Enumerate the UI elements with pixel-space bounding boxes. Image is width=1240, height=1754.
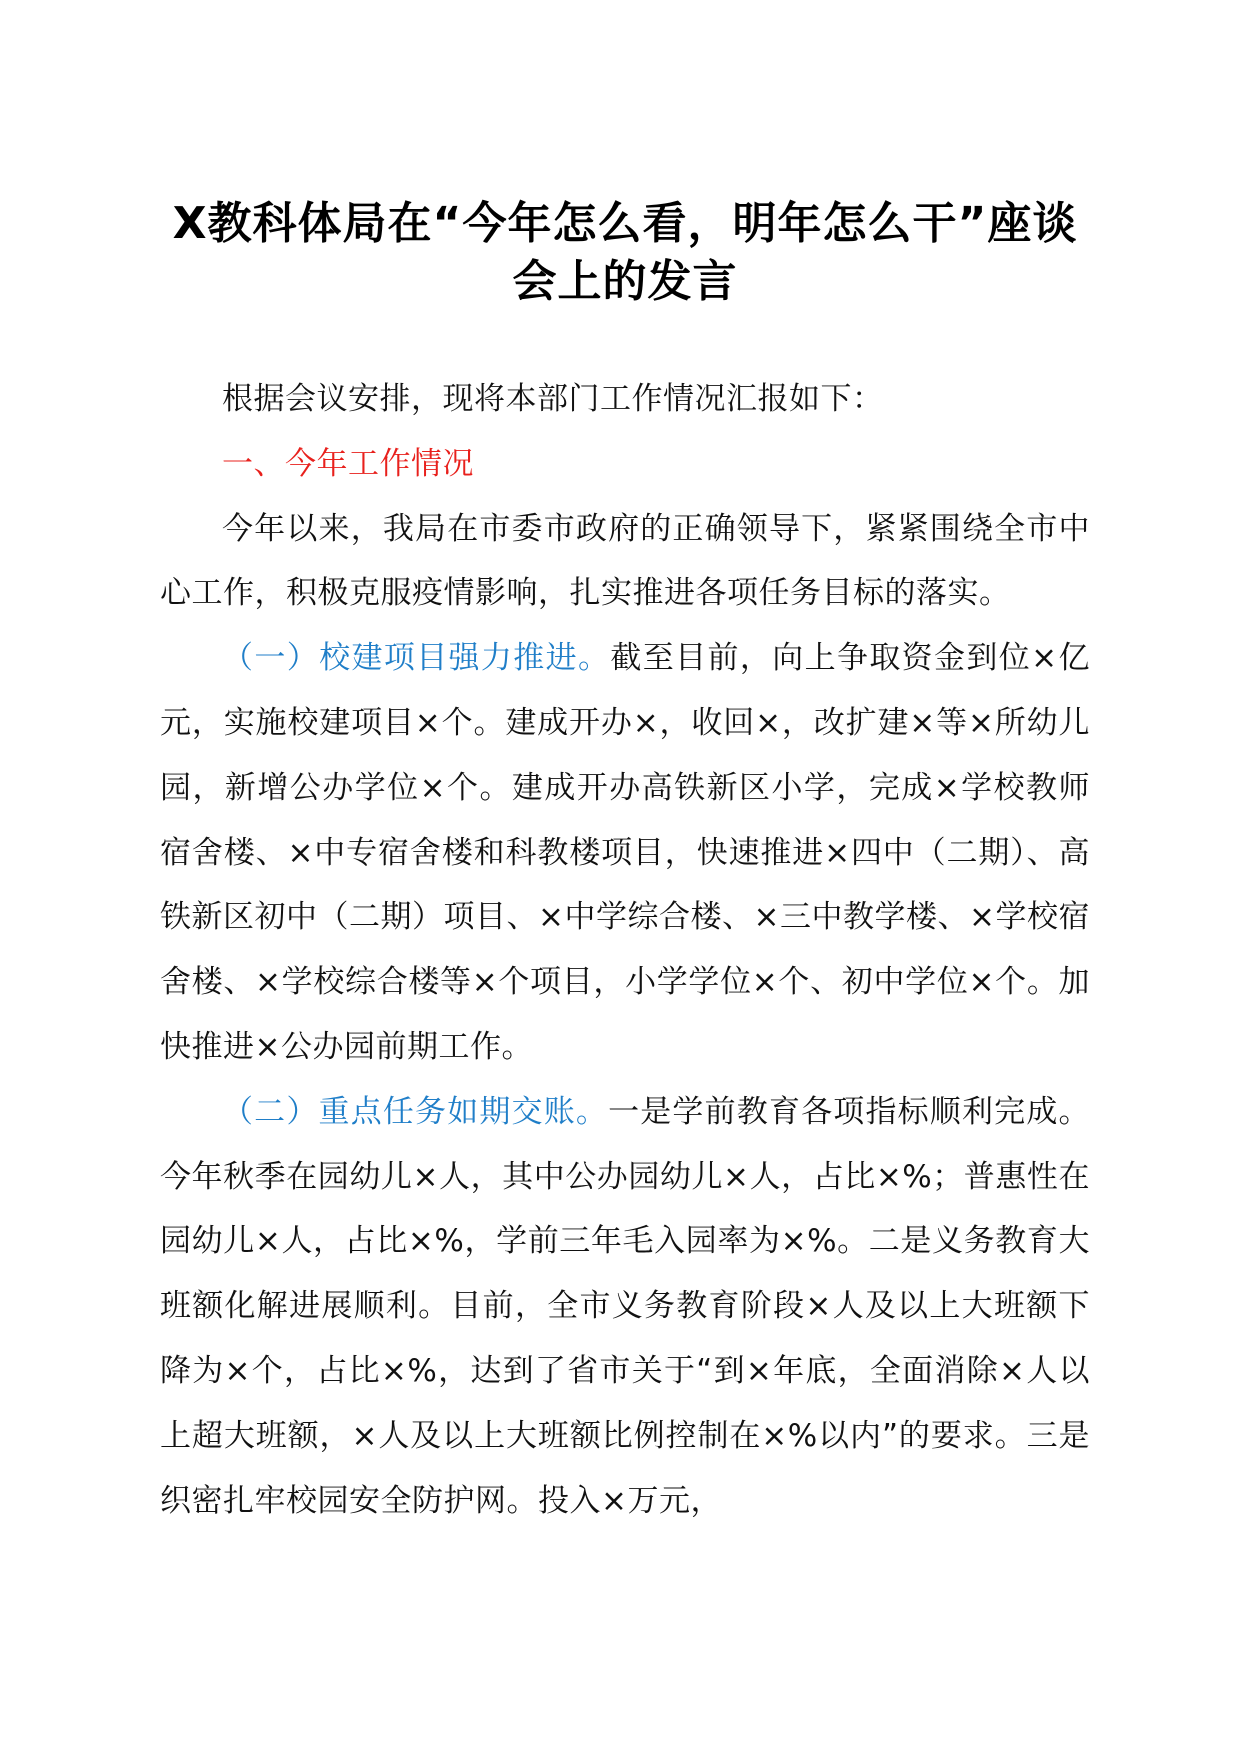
- document-page: [160, 195, 1090, 1533]
- item-heading-2: （二）重点任务如期交账。: [222, 1093, 609, 1130]
- item-heading-1: （一）校建项目强力推进。: [222, 640, 611, 677]
- section-heading: 一、今年工作情况: [222, 445, 474, 482]
- document-body: [160, 367, 1090, 1533]
- document-title: X教科体局在“今年怎么看，明年怎么干”座谈会上的发言: [172, 198, 1078, 307]
- section-paragraph: 今年以来，我局在市委市政府的正确领导下，紧紧围绕全市中心工作，积极克服疫情影响，扎实推进各项任务目标的落实。: [160, 510, 1090, 612]
- item-text-1: 截至目前，向上争取资金到位×亿元，实施校建项目×个。建成开办×，收回×，改扩建×等×所幼儿园，新增公办学位×个。建成开办高铁新区小学，完成×学校教师宿舍楼、×中专宿舍楼和科教楼项目，快速推进×四中（二期）、高铁新区初中（二期）项目、×中学综合楼、×三中教学楼、×学校宿舍楼、×学校综合楼等×个项目，小学学位×个、初中学位×个。加快推进×公办园前期工作。: [160, 640, 1090, 1065]
- item-paragraph-2: [160, 1080, 1090, 1534]
- item-paragraph-1: [160, 626, 1090, 1080]
- intro-paragraph: 根据会议安排，现将本部门工作情况汇报如下：: [222, 381, 884, 417]
- item-text-2: 一是学前教育各项指标顺利完成。今年秋季在园幼儿×人，其中公办园幼儿×人，占比×%；普惠性在园幼儿×人，占比×%，学前三年毛入园率为×%。二是义务教育大班额化解进展顺利。目前，全市义务教育阶段×人及以上大班额下降为×个，占比×%，达到了省市关于“到×年底，全面消除×人以上超大班额，×人及以上大班额比例控制在×%以内”的要求。三是织密扎牢校园安全防护网。投入×万元，: [160, 1093, 1090, 1519]
